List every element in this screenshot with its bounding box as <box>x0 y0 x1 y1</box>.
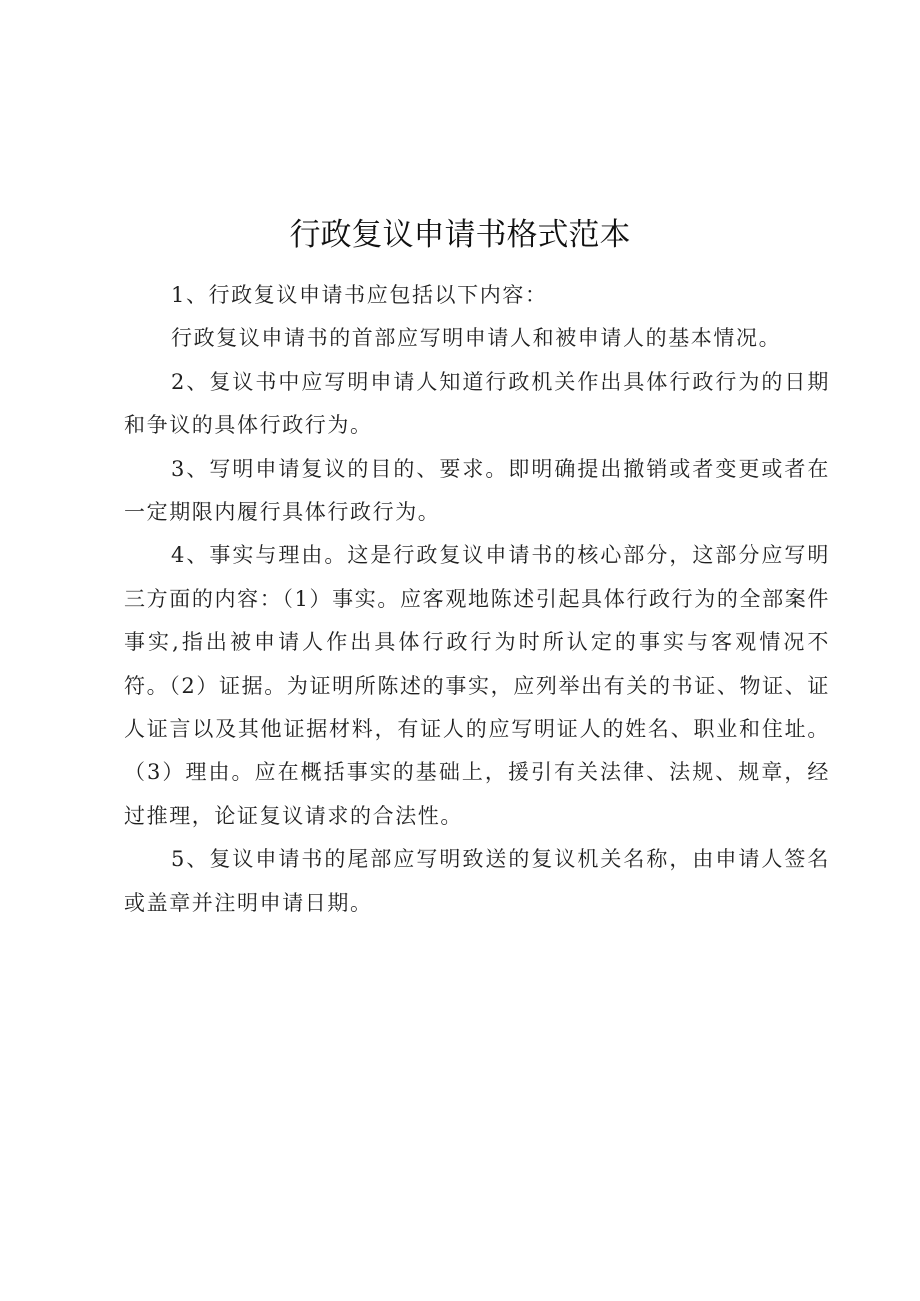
paragraph-3: 2、复议书中应写明申请人知道行政机关作出具体行政行为的日期和争议的具体行政行为。 <box>124 369 830 438</box>
paragraph-2: 行政复议申请书的首部应写明申请人和被申请人的基本情况。 <box>171 326 782 351</box>
paragraph-5: 4、事实与理由。这是行政复议申请书的核心部分，这部分应写明三方面的内容：（1）事实。应客观地陈述引起具体行政行为的全部案件事实,指出被申请人作出具体行政行为时所认定的事实与客观情况不符。（2）证据。为证明所陈述的事实，应列举出有关的书证、物证、证人证言以及其他证据材料，有证人的应写明证人的姓名、职业和住址。（3）理由。应在概括事实的基础上，援引有关法律、法规、规章，经过推理，论证复议请求的合法性。 <box>124 543 830 828</box>
document-body <box>124 274 830 925</box>
paragraph-1: 1、行政复议申请书应包括以下内容： <box>171 283 548 307</box>
paragraph-4: 3、写明申请复议的目的、要求。即明确提出撤销或者变更或者在一定期限内履行具体行政行为。 <box>124 456 830 525</box>
document-title: 行政复议申请书格式范本 <box>289 217 631 253</box>
paragraph-6: 5、复议申请书的尾部应写明致送的复议机关名称，由申请人签名或盖章并注明申请日期。 <box>124 847 830 915</box>
